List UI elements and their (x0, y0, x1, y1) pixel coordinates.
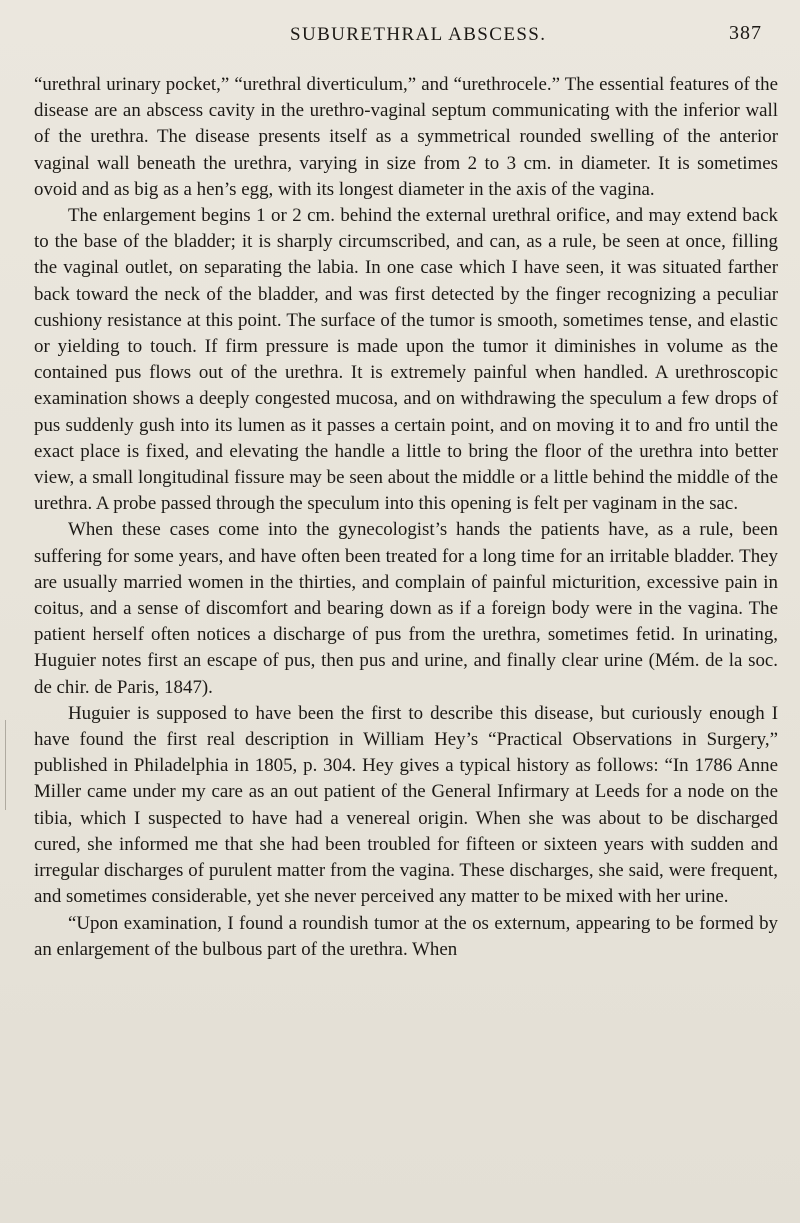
running-head: SUBURETHRAL ABSCESS. (290, 24, 547, 45)
paragraph-enlargement: The enlargement begins 1 or 2 cm. behind the external urethral orifice, and may extend back to the base of the bladder; it is sharply circumscribed, and can, as a rule, be seen at once, filling the vaginal outlet, on separating the labia. In one case which I have seen, it was situated farther back toward the neck of the bladder, and was first detected by the finger recognizing a peculiar cushiony resistance at this point. The surface of the tumor is smooth, sometimes tense, and elastic or yielding to touch. If firm pressure is made upon the tumor it diminishes in volume as the contained pus flows out of the urethra. It is extremely painful when handled. A urethroscopic examination shows a deeply congested mucosa, and on withdrawing the speculum a few drops of pus suddenly gush into its lumen as it passes a certain point, and on moving it to and fro until the exact place is fixed, and elevating the handle a little to bring the floor of the urethra into better view, a small longitudinal fissure may be seen about the middle or a little behind the middle of the urethra. A probe passed through the speculum into this opening is felt per vaginam in the sac. (34, 205, 778, 515)
paragraph-continued: “urethral urinary pocket,” “urethral diverticulum,” and “urethrocele.” The essential features of the disease are an abscess cavity in the urethro-vaginal septum communicating with the inferior wall of the urethra. The disease presents itself as a symmetrical rounded swelling of the anterior vaginal wall beneath the urethra, varying in size from 2 to 3 cm. in diameter. It is sometimes ovoid and as big as a hen’s egg, with its longest diameter in the axis of the vagina. (34, 74, 778, 200)
paragraph-patients: When these cases come into the gynecologist’s hands the patients have, as a rule, been suffering for some years, and have often been treated for a long time for an irritable bladder. They are usually married women in the thirties, and complain of painful micturition, excessive pain in coitus, and a sense of discomfort and bearing down as if a foreign body were in the vagina. The patient herself often notices a discharge of pus from the urethra, sometimes fetid. In urinating, Huguier notes first an escape of pus, then pus and urine, and finally clear urine (Mém. de la soc. de chir. de Paris, 1847). (34, 519, 778, 698)
page-number: 387 (729, 22, 762, 44)
paragraph-huguier: Huguier is supposed to have been the first to describe this disease, but curiously enough I have found the first real description in William Hey’s “Practical Observations in Surgery,” published in Philadelphia in 1805, p. 304. Hey gives a typical history as follows: “In 1786 Anne Miller came under my care as an out patient of the General Infirmary at Leeds for a node on the tibia, which I suspected to have had a venereal origin. When she was about to be discharged cured, she informed me that she had been troubled for fifteen or sixteen years with sudden and irregular discharges of purulent matter from the vagina. These discharges, she said, were frequent, and sometimes considerable, yet she never perceived any matter to be mixed with her urine. (34, 702, 778, 908)
body-text (34, 72, 778, 963)
paragraph-examination: “Upon examination, I found a roundish tumor at the os externum, appearing to be formed by an enlargement of the bulbous part of the urethra. When (34, 912, 778, 960)
margin-mark (5, 720, 6, 810)
